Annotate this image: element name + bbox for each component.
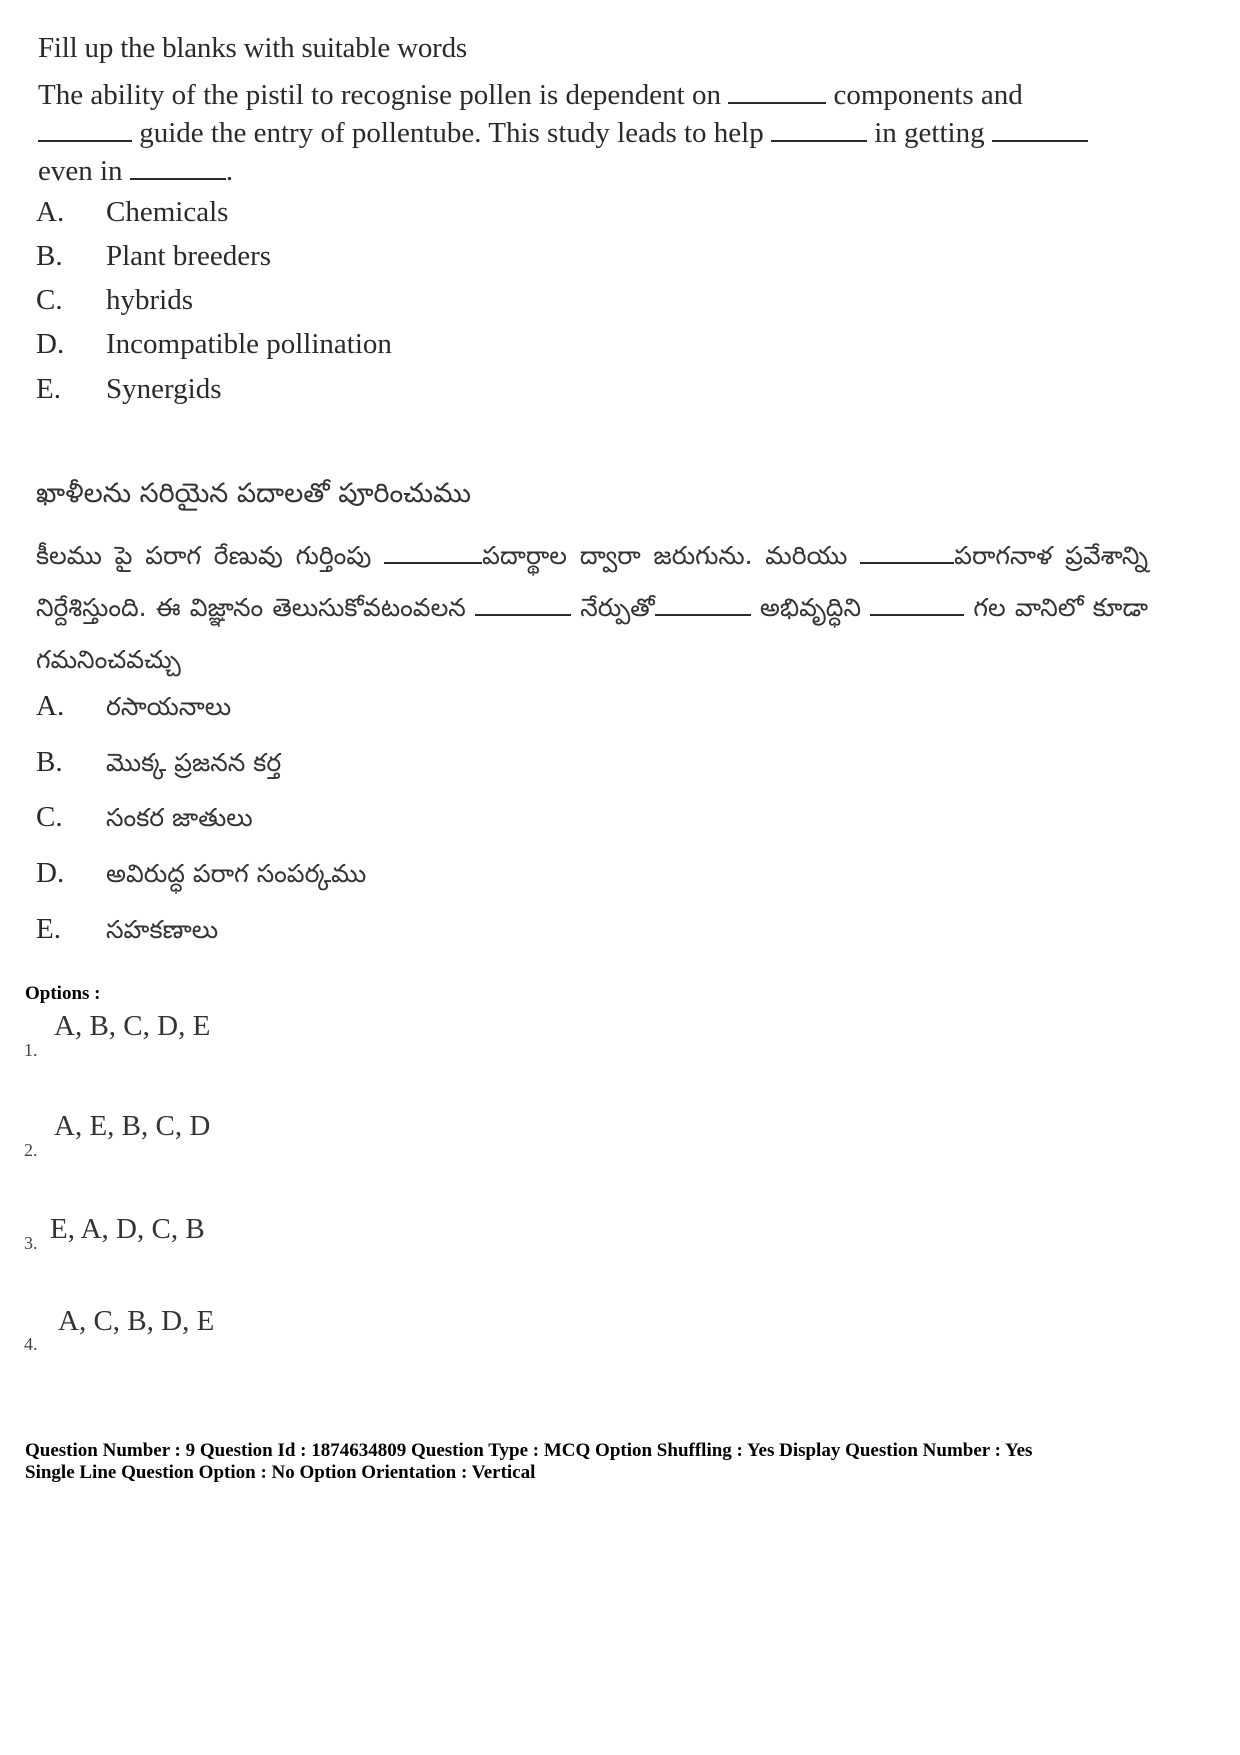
instruction-te: ఖాళీలను సరియైన పదాలతో పూరించుము — [36, 478, 472, 509]
blank — [870, 594, 964, 616]
blank — [655, 594, 751, 616]
answer-number: 3. — [24, 1233, 38, 1253]
answer-text: A, C, B, D, E — [58, 1305, 215, 1337]
option-te-c: C. సంకర జాతులు — [36, 801, 253, 833]
blank — [771, 116, 867, 142]
option-te-d: D. అవిరుద్ధ పరాగ సంపర్కము — [36, 857, 367, 889]
answer-number: 4. — [24, 1334, 38, 1354]
metadata-line-2: Single Line Question Option : No Option Orientation : Vertical — [25, 1462, 536, 1483]
question-text-te: కీలము పై పరాగ రేణువు గుర్తింపు పదార్థాల ద్వారా జరుగును. మరియు పరాగనాళ ప్రవేశాన్ని నిర్దేశిస్తుంది. ఈ విజ్ఞానం తెలుసుకోవటంవలన నేర్పుతో అభివృద్ధిని గల వానిలో కూడా గమనించవచ్చు — [36, 541, 1148, 674]
option-te-e: E. సహకణాలు — [36, 913, 219, 945]
blank — [728, 78, 826, 104]
answer-number: 1. — [24, 1040, 38, 1060]
option-en-a: A. Chemicals — [36, 196, 229, 228]
option-en-e: E. Synergids — [36, 373, 222, 405]
option-en-b: B. Plant breeders — [36, 240, 272, 272]
blank — [860, 542, 954, 564]
answer-text: A, B, C, D, E — [54, 1010, 211, 1042]
answer-number: 2. — [24, 1140, 38, 1160]
options-heading: Options : — [25, 983, 101, 1004]
question-metadata — [25, 1440, 1215, 1484]
option-en-d: D. Incompatible pollination — [36, 328, 392, 360]
option-te-a: A. రసాయనాలు — [36, 690, 232, 722]
blank — [992, 116, 1088, 142]
blank — [38, 116, 132, 142]
answer-text: E, A, D, C, B — [50, 1213, 205, 1245]
question-text-en: The ability of the pistil to recognise pollen is dependent on components and guide the entry of pollentube. This study leads to help in getting even in . — [38, 76, 1146, 190]
blank — [475, 594, 571, 616]
option-te-b: B. మొక్క ప్రజనన కర్త — [36, 746, 282, 778]
option-en-c: C. hybrids — [36, 284, 193, 316]
blank — [130, 154, 226, 180]
answer-text: A, E, B, C, D — [54, 1110, 211, 1142]
metadata-line-1: Question Number : 9 Question Id : 1874634809 Question Type : MCQ Option Shuffling : Yes Display Question Number : Yes — [25, 1440, 1033, 1461]
instruction-en: Fill up the blanks with suitable words — [38, 32, 467, 64]
blank — [384, 542, 482, 564]
